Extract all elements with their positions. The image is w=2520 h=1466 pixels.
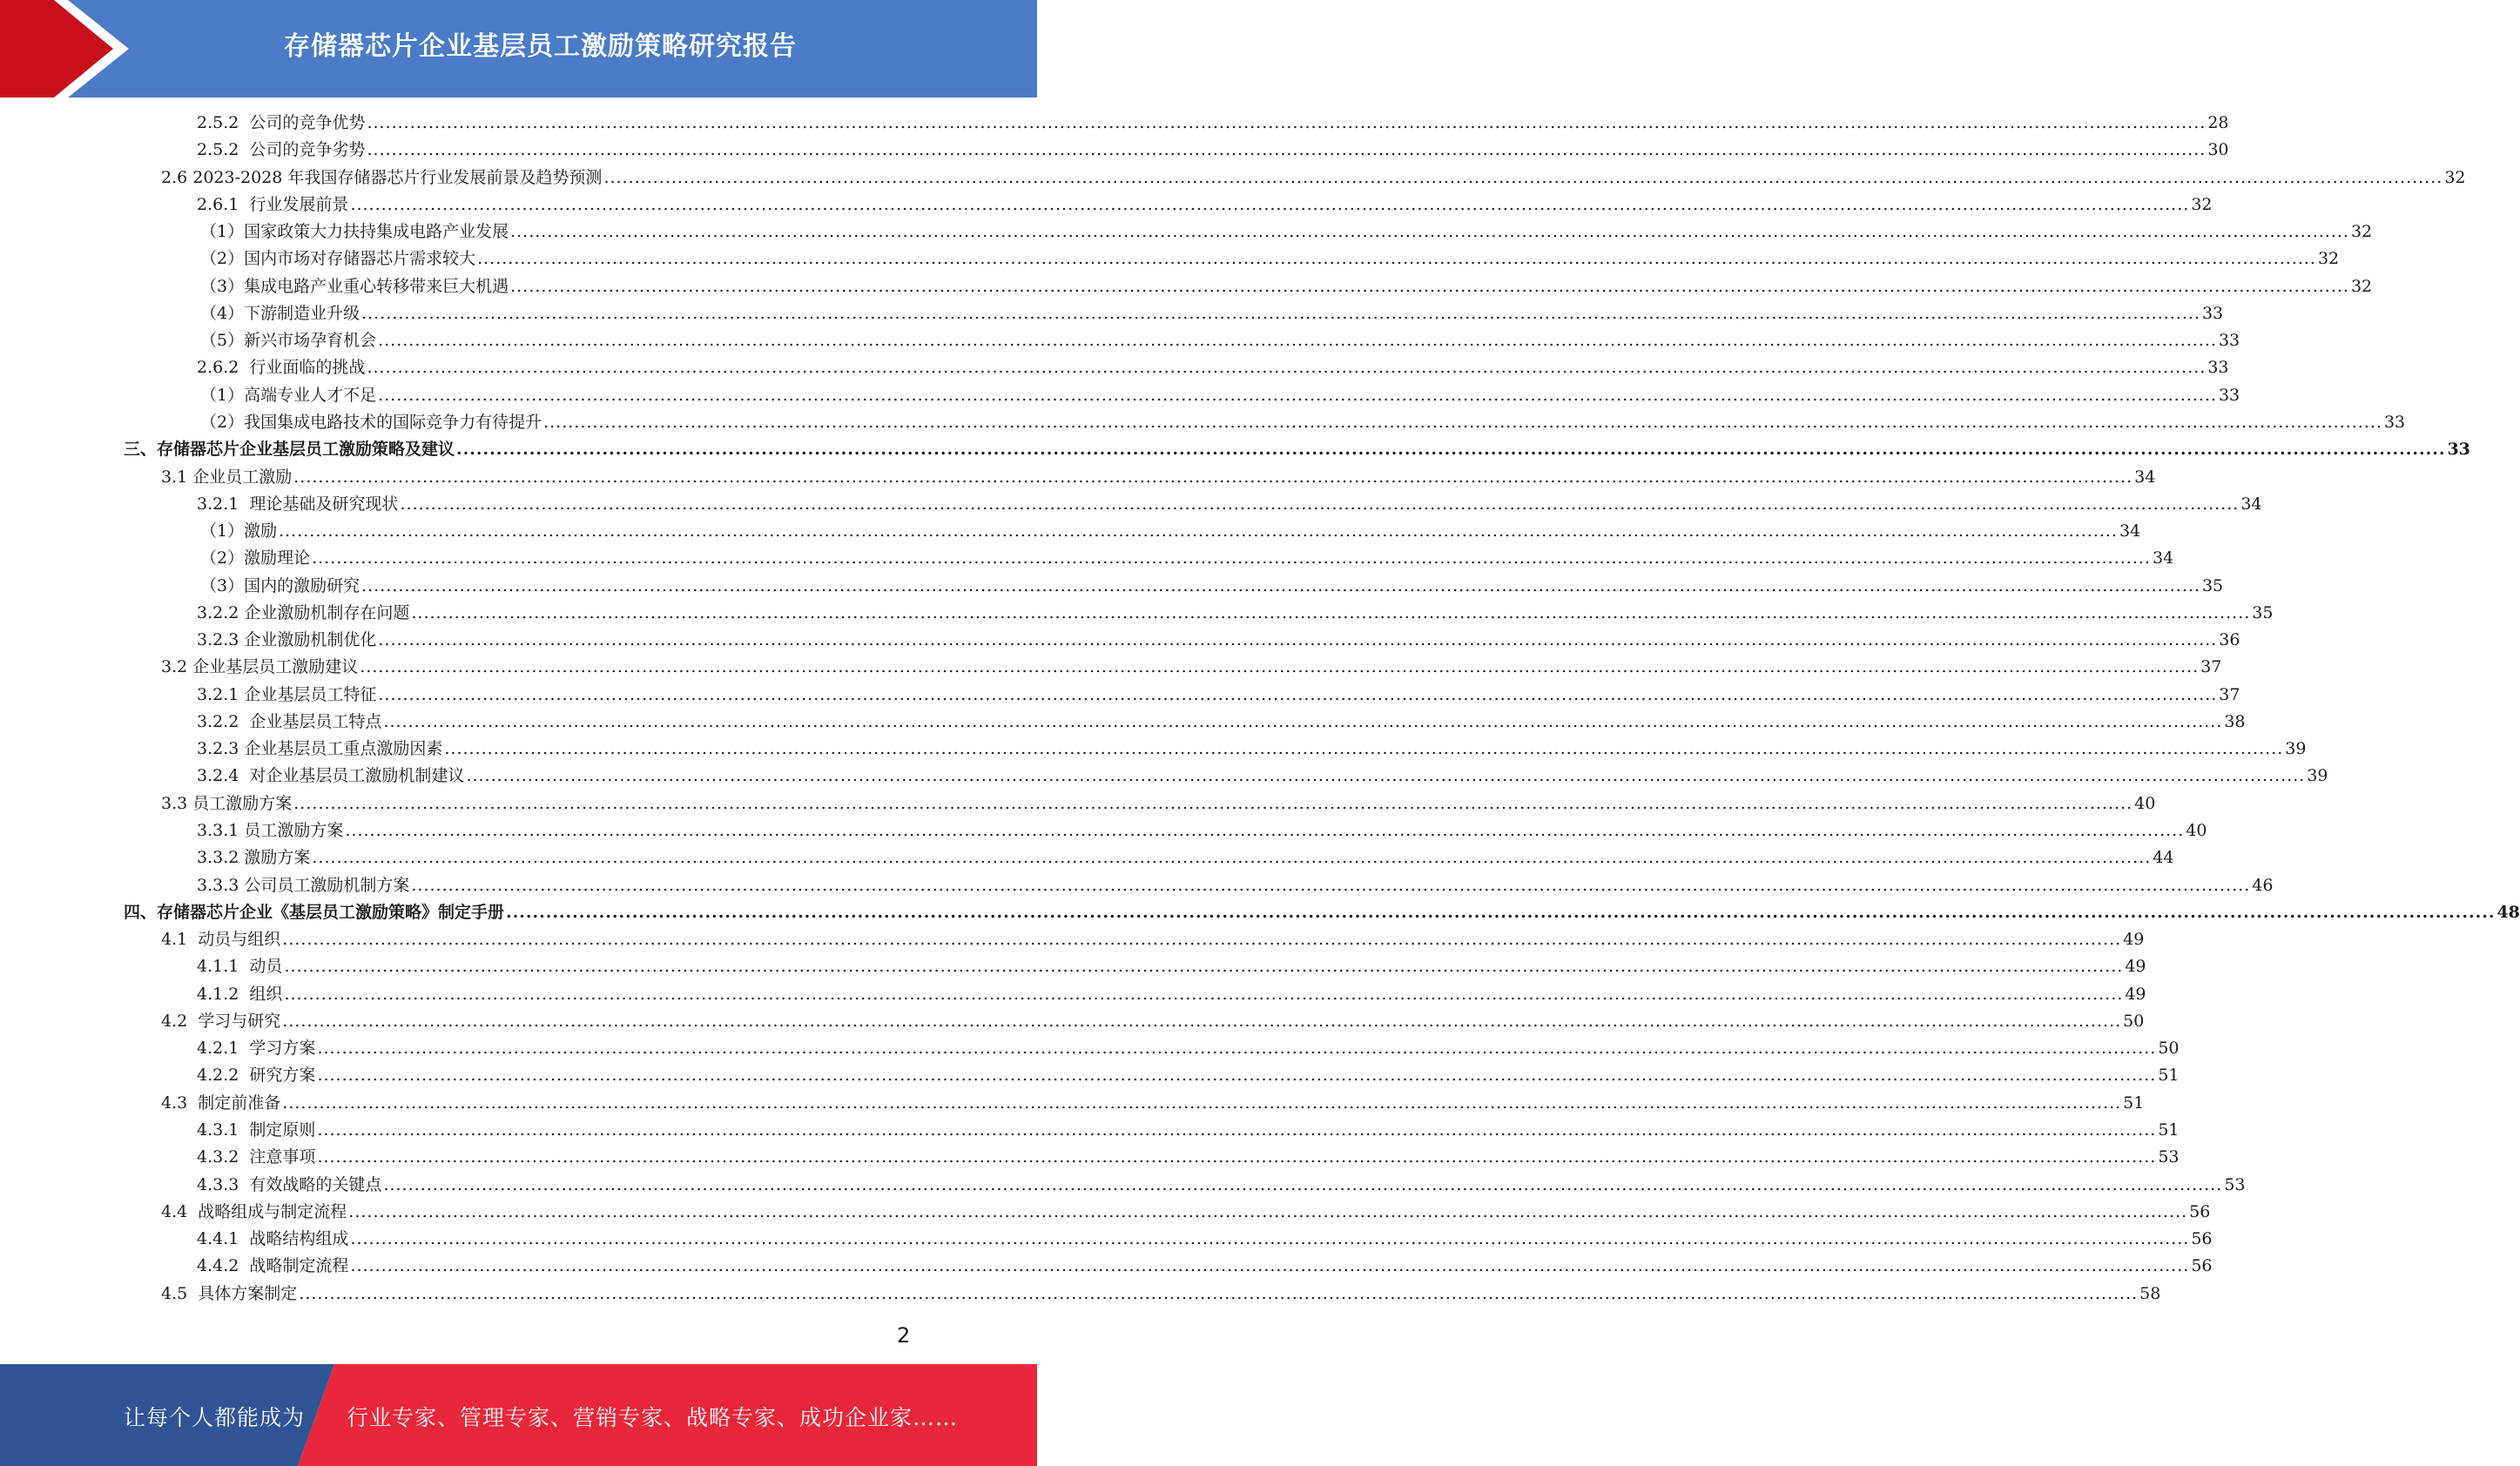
- toc-entry[interactable]: [197, 491, 2262, 518]
- document-title: 存储器芯片企业基层员工激励策略研究报告: [284, 31, 797, 62]
- toc-entry[interactable]: [197, 953, 2146, 980]
- toc-entry-label: 4.1 动员与组织: [161, 930, 281, 950]
- toc-leader-dots: ............................................................................................................................................................................................................................................................................................................: [466, 766, 2306, 786]
- toc-entry[interactable]: [197, 1035, 2180, 1062]
- toc-leader-dots: ............................................................................................................................................................................................................................................................................................................: [350, 194, 2190, 214]
- toc-entry-label: 4.1.2 组织: [197, 984, 283, 1004]
- toc-entry-page: 36: [2219, 630, 2240, 650]
- toc-entry-page: 33: [2207, 358, 2229, 378]
- toc-entry-label: （2）我国集成电路技术的国际竞争力有待提升: [200, 412, 542, 432]
- toc-entry-label: （5）新兴市场孕育机会: [200, 331, 377, 351]
- toc-entry-page: 39: [2285, 739, 2307, 759]
- toc-entry-label: （1）激励: [200, 521, 278, 541]
- toc-leader-dots: ............................................................................................................................................................................................................................................................................................................: [312, 548, 2151, 568]
- toc-entry-label: 2.5.2 公司的竞争优势: [197, 113, 366, 132]
- toc-entry[interactable]: [197, 844, 2174, 871]
- page-footer: [0, 1364, 1037, 1466]
- toc-leader-dots: ............................................................................................................................................................................................................................................................................................................: [510, 222, 2349, 242]
- toc-entry[interactable]: [197, 763, 2328, 790]
- toc-entry-label: 4.3.2 注意事项: [197, 1147, 316, 1167]
- toc-leader-dots: ............................................................................................................................................................................................................................................................................................................: [317, 1147, 2157, 1167]
- toc-entry[interactable]: [200, 545, 2174, 572]
- toc-entry-label: （1）高端专业人才不足: [200, 385, 377, 405]
- toc-entry-label: 4.4.1 战略结构组成: [197, 1229, 349, 1249]
- toc-entry-page: 33: [2383, 412, 2406, 432]
- toc-entry[interactable]: [197, 627, 2240, 654]
- toc-entry-page: 50: [2123, 1011, 2145, 1031]
- toc-entry-label: 3.3 员工激励方案: [161, 793, 293, 813]
- toc-leader-dots: ............................................................................................................................................................................................................................................................................................................: [506, 902, 2496, 922]
- toc-entry-page: 34: [2119, 521, 2141, 541]
- toc-leader-dots: ............................................................................................................................................................................................................................................................................................................: [400, 494, 2240, 514]
- toc-entry-page: 40: [2186, 821, 2207, 841]
- toc-entry-page: 34: [2152, 548, 2174, 568]
- toc-entry[interactable]: [197, 872, 2274, 899]
- toc-entry-label: 3.2 企业基层员工激励建议: [161, 657, 359, 677]
- toc-entry-label: 3.3.1 员工激励方案: [197, 821, 344, 841]
- toc-entry-page: 49: [2123, 930, 2145, 950]
- toc-entry[interactable]: [161, 165, 2466, 192]
- toc-entry-label: （4）下游制造业升级: [200, 303, 360, 323]
- toc-entry[interactable]: [161, 1281, 2161, 1308]
- toc-entry-page: 37: [2200, 657, 2222, 677]
- toc-entry[interactable]: [197, 600, 2274, 627]
- toc-entry-label: 3.2.4 对企业基层员工激励机制建议: [197, 766, 465, 786]
- toc-entry-page: 32: [2350, 222, 2373, 242]
- toc-leader-dots: ............................................................................................................................................................................................................................................................................................................: [378, 385, 2217, 405]
- toc-leader-dots: ............................................................................................................................................................................................................................................................................................................: [293, 467, 2133, 487]
- toc-entry[interactable]: [197, 137, 2229, 164]
- toc-entry-page: 51: [2158, 1066, 2180, 1086]
- toc-entry[interactable]: [197, 1172, 2246, 1199]
- toc-entry[interactable]: [161, 926, 2145, 953]
- toc-leader-dots: ............................................................................................................................................................................................................................................................................................................: [378, 684, 2218, 704]
- toc-entry-label: 4.4.2 战略制定流程: [197, 1256, 349, 1276]
- toc-entry-label: 3.3.2 激励方案: [197, 848, 311, 868]
- toc-entry-label: 4.4 战略组成与制定流程: [161, 1201, 347, 1221]
- toc-entry[interactable]: [197, 682, 2240, 709]
- toc-entry-page: 28: [2207, 113, 2229, 132]
- toc-entry-page: 53: [2158, 1147, 2180, 1167]
- toc-leader-dots: ............................................................................................................................................................................................................................................................................................................: [299, 1283, 2139, 1303]
- toc-entry[interactable]: [197, 110, 2229, 137]
- toc-leader-dots: ............................................................................................................................................................................................................................................................................................................: [603, 167, 2443, 187]
- toc-entry-page: 40: [2134, 793, 2156, 813]
- toc-entry[interactable]: [197, 709, 2246, 736]
- toc-entry[interactable]: [200, 327, 2240, 354]
- toc-entry[interactable]: [200, 245, 2340, 272]
- toc-entry[interactable]: [161, 464, 2156, 491]
- toc-entry-page: 50: [2158, 1039, 2180, 1059]
- toc-leader-dots: ............................................................................................................................................................................................................................................................................................................: [361, 575, 2200, 595]
- toc-entry-label: （2）国内市场对存储器芯片需求较大: [200, 249, 476, 269]
- toc-entry-page: 49: [2125, 984, 2146, 1004]
- toc-entry-page: 49: [2125, 957, 2146, 977]
- toc-entry[interactable]: [197, 1253, 2213, 1280]
- toc-entry-label: 4.3.1 制定原则: [197, 1120, 316, 1140]
- toc-entry[interactable]: [197, 817, 2207, 844]
- toc-leader-dots: ............................................................................................................................................................................................................................................................................................................: [293, 793, 2133, 813]
- toc-leader-dots: ............................................................................................................................................................................................................................................................................................................: [383, 1174, 2223, 1194]
- toc-entry-label: （3）集成电路产业重心转移带来巨大机遇: [200, 276, 509, 296]
- toc-leader-dots: ............................................................................................................................................................................................................................................................................................................: [456, 440, 2446, 460]
- toc-entry-label: 3.3.3 公司员工激励机制方案: [197, 875, 410, 895]
- toc-entry-page: 53: [2224, 1174, 2246, 1194]
- toc-entry[interactable]: [161, 1090, 2145, 1117]
- toc-entry[interactable]: [197, 736, 2307, 763]
- toc-entry-page: 32: [2350, 276, 2373, 296]
- toc-entry[interactable]: [200, 219, 2373, 245]
- toc-entry-page: 32: [2191, 194, 2213, 214]
- toc-leader-dots: ............................................................................................................................................................................................................................................................................................................: [350, 1229, 2190, 1249]
- toc-entry-page: 35: [2252, 602, 2274, 622]
- toc-entry-label: 4.1.1 动员: [197, 957, 283, 977]
- toc-entry[interactable]: [200, 273, 2373, 300]
- toc-leader-dots: ............................................................................................................................................................................................................................................................................................................: [312, 848, 2152, 868]
- toc-entry-label: 3.2.1 企业基层员工特征: [197, 684, 377, 704]
- toc-entry-page: 33: [2447, 440, 2470, 460]
- toc-entry-page: 56: [2191, 1229, 2213, 1249]
- toc-leader-dots: ............................................................................................................................................................................................................................................................................................................: [317, 1066, 2157, 1086]
- toc-leader-dots: ............................................................................................................................................................................................................................................................................................................: [477, 249, 2316, 269]
- toc-entry[interactable]: [200, 300, 2224, 327]
- toc-entry[interactable]: [161, 654, 2222, 681]
- toc-entry-page: 37: [2219, 684, 2240, 704]
- toc-entry-label: 4.3 制定前准备: [161, 1093, 281, 1113]
- page-number: 2: [897, 1323, 911, 1348]
- toc-leader-dots: ............................................................................................................................................................................................................................................................................................................: [284, 957, 2124, 977]
- toc-leader-dots: ............................................................................................................................................................................................................................................................................................................: [282, 1093, 2122, 1113]
- toc-entry[interactable]: [197, 1226, 2213, 1253]
- toc-entry-label: 4.3.3 有效战略的关键点: [197, 1174, 382, 1194]
- toc-entry-label: 4.2.2 研究方案: [197, 1066, 316, 1086]
- toc-entry-page: 33: [2218, 385, 2240, 405]
- toc-leader-dots: ............................................................................................................................................................................................................................................................................................................: [345, 821, 2185, 841]
- toc-leader-dots: ............................................................................................................................................................................................................................................................................................................: [317, 1120, 2157, 1140]
- toc-leader-dots: ............................................................................................................................................................................................................................................................................................................: [360, 657, 2200, 677]
- toc-entry-page: 51: [2123, 1093, 2145, 1113]
- toc-leader-dots: ............................................................................................................................................................................................................................................................................................................: [383, 711, 2223, 731]
- toc-entry-page: 51: [2158, 1120, 2180, 1140]
- footer-slogan-right: 行业专家、管理专家、营销专家、战略专家、成功企业家……: [347, 1405, 959, 1430]
- toc-entry-label: 3.2.2 企业激励机制存在问题: [197, 602, 410, 622]
- toc-leader-dots: ............................................................................................................................................................................................................................................................................................................: [279, 521, 2118, 541]
- toc-entry-page: 56: [2189, 1201, 2211, 1221]
- toc-entry-label: 3.2.2 企业基层员工特点: [197, 711, 382, 731]
- toc-entry-page: 30: [2207, 140, 2229, 160]
- toc-entry-page: 56: [2191, 1256, 2213, 1276]
- toc-entry[interactable]: [161, 790, 2156, 817]
- toc-leader-dots: ............................................................................................................................................................................................................................................................................................................: [411, 875, 2251, 895]
- toc-entry[interactable]: [197, 192, 2213, 219]
- toc-leader-dots: ............................................................................................................................................................................................................................................................................................................: [284, 984, 2124, 1004]
- toc-entry[interactable]: [197, 1117, 2180, 1144]
- page-header: [0, 0, 1037, 98]
- toc-leader-dots: ............................................................................................................................................................................................................................................................................................................: [348, 1201, 2188, 1221]
- toc-entry-label: 3.2.3 企业激励机制优化: [197, 630, 377, 650]
- toc-entry[interactable]: [124, 899, 2520, 926]
- toc-entry-page: 46: [2252, 875, 2274, 895]
- toc-leader-dots: ............................................................................................................................................................................................................................................................................................................: [378, 331, 2217, 351]
- toc-entry-page: 39: [2307, 766, 2328, 786]
- toc-entry-label: （1）国家政策大力扶持集成电路产业发展: [200, 222, 509, 242]
- toc-entry-label: 2.6.2 行业面临的挑战: [197, 358, 366, 378]
- toc-entry-page: 34: [2134, 467, 2156, 487]
- toc-leader-dots: ............................................................................................................................................................................................................................................................................................................: [367, 140, 2207, 160]
- toc-entry-label: 4.5 具体方案制定: [161, 1283, 298, 1303]
- toc-entry[interactable]: [200, 382, 2240, 409]
- toc-entry-page: 35: [2201, 575, 2224, 595]
- footer-slogan-left: 让每个人都能成为: [124, 1405, 306, 1430]
- toc-entry-page: 32: [2317, 249, 2340, 269]
- toc-leader-dots: ............................................................................................................................................................................................................................................................................................................: [444, 739, 2284, 759]
- toc-entry-page: 32: [2444, 167, 2466, 187]
- toc-leader-dots: ............................................................................................................................................................................................................................................................................................................: [411, 602, 2251, 622]
- toc-entry[interactable]: [197, 1062, 2180, 1089]
- toc-entry-label: （3）国内的激励研究: [200, 575, 360, 595]
- toc-leader-dots: ............................................................................................................................................................................................................................................................................................................: [317, 1039, 2157, 1059]
- toc-entry-label: （2）激励理论: [200, 548, 311, 568]
- toc-entry-page: 34: [2240, 494, 2262, 514]
- toc-leader-dots: ............................................................................................................................................................................................................................................................................................................: [378, 630, 2218, 650]
- toc-entry[interactable]: [161, 1199, 2211, 1226]
- toc-entry-label: 4.2.1 学习方案: [197, 1039, 316, 1059]
- toc-leader-dots: ............................................................................................................................................................................................................................................................................................................: [361, 303, 2200, 323]
- toc-leader-dots: ............................................................................................................................................................................................................................................................................................................: [350, 1256, 2190, 1276]
- toc-entry[interactable]: [200, 518, 2141, 545]
- toc-entry-label: 2.6 2023-2028 年我国存储器芯片行业发展前景及趋势预测: [161, 167, 603, 187]
- toc-entry[interactable]: [197, 981, 2146, 1008]
- toc-entry-label: 3.1 企业员工激励: [161, 467, 293, 487]
- toc-leader-dots: ............................................................................................................................................................................................................................................................................................................: [510, 276, 2349, 296]
- toc-leader-dots: ............................................................................................................................................................................................................................................................................................................: [282, 930, 2122, 950]
- toc-entry[interactable]: [200, 573, 2224, 600]
- toc-entry-page: 33: [2201, 303, 2224, 323]
- toc-entry-label: 3.2.3 企业基层员工重点激励因素: [197, 739, 443, 759]
- toc-entry[interactable]: [161, 1008, 2145, 1035]
- toc-entry[interactable]: [197, 1144, 2180, 1171]
- toc-leader-dots: ............................................................................................................................................................................................................................................................................................................: [367, 358, 2207, 378]
- toc-entry[interactable]: [124, 436, 2470, 463]
- toc-entry-label: 2.5.2 公司的竞争劣势: [197, 140, 366, 160]
- toc-leader-dots: ............................................................................................................................................................................................................................................................................................................: [543, 412, 2382, 432]
- toc-entry-page: 48: [2496, 902, 2520, 922]
- toc-leader-dots: ............................................................................................................................................................................................................................................................................................................: [282, 1011, 2122, 1031]
- toc-leader-dots: ............................................................................................................................................................................................................................................................................................................: [367, 113, 2207, 132]
- toc-entry-page: 33: [2218, 331, 2240, 351]
- toc-entry-label: 四、存储器芯片企业《基层员工激励策略》制定手册: [124, 902, 505, 922]
- toc-entry[interactable]: [200, 409, 2406, 436]
- toc-entry[interactable]: [197, 354, 2229, 381]
- toc-entry-label: 4.2 学习与研究: [161, 1011, 281, 1031]
- toc-entry-page: 38: [2224, 711, 2246, 731]
- toc-entry-label: 三、存储器芯片企业基层员工激励策略及建议: [124, 440, 455, 460]
- toc-entry-page: 58: [2139, 1283, 2161, 1303]
- toc-entry-label: 2.6.1 行业发展前景: [197, 194, 349, 214]
- toc-entry-page: 44: [2153, 848, 2174, 868]
- toc-entry-label: 3.2.1 理论基础及研究现状: [197, 494, 399, 514]
